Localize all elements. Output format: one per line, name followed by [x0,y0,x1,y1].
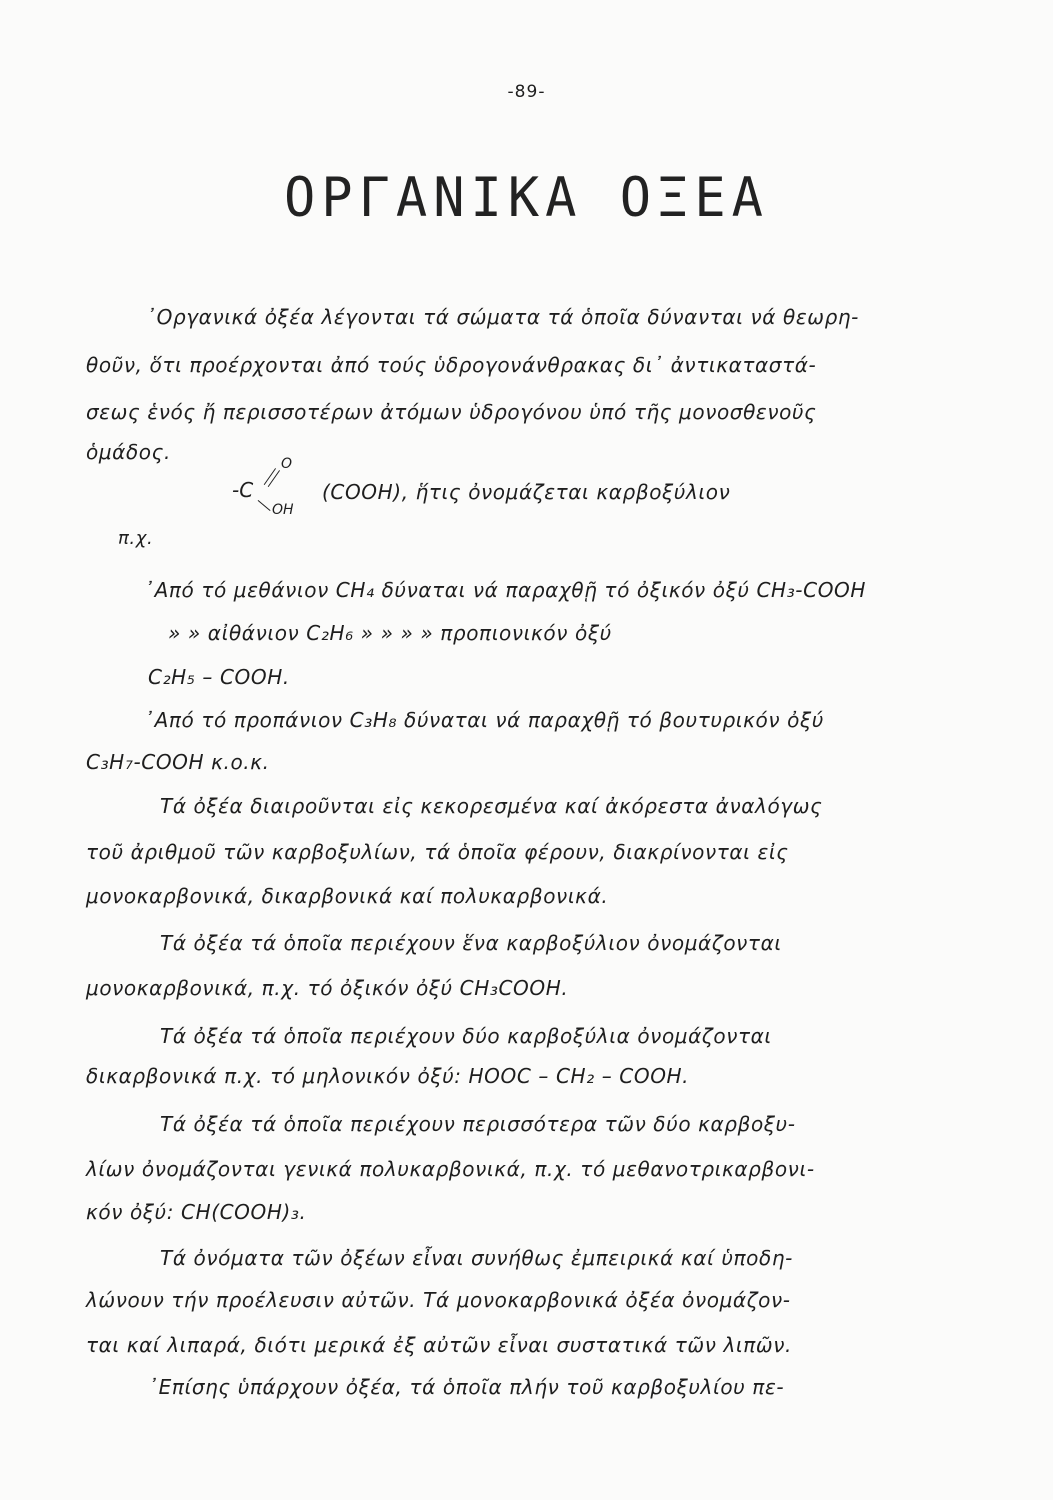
formula-hydroxyl: OH [272,502,294,518]
text-line: Τά ὀξέα τά ὁποῖα περιέχουν ἕνα καρβοξύλιον ὀνομάζονται [160,931,782,955]
formula-oxygen: O [281,456,293,472]
double-bond-line [268,470,281,487]
text-line: ᾿Οργανικά ὀξέα λέγονται τά σώματα τά ὁποῖα δύνανται νά θεωρη- [146,305,859,329]
formula-carbon: -C [232,478,254,502]
text-line: σεως ἑνός ἤ περισσοτέρων ἀτόμων ὑδρογόνου ὑπό τῆς μονοσθενοῦς [86,400,817,424]
text-line: μονοκαρβονικά, π.χ. τό ὀξικόν ὀξύ CH₃COOH. [86,976,569,1000]
text-line: C₂H₅ – COOH. [148,665,290,689]
text-line: δικαρβονικά π.χ. τό μηλονικόν ὀξύ: HOOC – CH₂ – COOH. [86,1064,690,1088]
text-line: ᾿Από τό μεθάνιον CH₄ δύναται νά παραχθῇ τό ὀξικόν ὀξύ CH₃-COOH [144,578,867,602]
text-line: μονοκαρβονικά, δικαρβονικά καί πολυκαρβονικά. [86,884,609,908]
text-line: Τά ὀξέα διαιροῦνται εἰς κεκορεσμένα καί ἀκόρεστα ἀναλόγως [160,794,823,818]
text-line: ᾿Από τό προπάνιον C₃H₈ δύναται νά παραχθῇ τό βουτυρικόν ὀξύ [144,708,824,732]
text-line: π.χ. [118,528,154,549]
page-title: ΟΡΓΑΝΙΚΑ ΟΞΕΑ [284,166,769,230]
text-line: λίων ὀνομάζονται γενικά πολυκαρβονικά, π.χ. τό μεθανοτρικαρβονι- [86,1157,815,1181]
text-line: ᾿Επίσης ὑπάρχουν ὀξέα, τά ὁποῖα πλήν τοῦ καρβοξυλίου πε- [148,1375,785,1399]
single-bond-line [257,500,270,511]
text-line: τοῦ ἀριθμοῦ τῶν καρβοξυλίων, τά ὁποῖα φέρουν, διακρίνονται εἰς [86,840,789,864]
text-line: ται καί λιπαρά, διότι μερικά ἐξ αὐτῶν εἶναι συστατικά τῶν λιπῶν. [86,1333,792,1357]
text-line: θοῦν, ὅτι προέρχονται ἀπό τούς ὑδρογονάνθρακας δι᾿ ἀντικαταστά- [86,353,817,377]
text-line: Τά ὀξέα τά ὁποῖα περιέχουν δύο καρβοξύλια ὀνομάζονται [160,1024,772,1048]
text-line: C₃H₇-COOH κ.ο.κ. [86,750,270,774]
text-line: κόν ὀξύ: CH(COOH)₃. [86,1200,307,1224]
text-line: (COOH), ἥτις ὀνομάζεται καρβοξύλιον [322,480,731,504]
text-line: Τά ὀνόματα τῶν ὀξέων εἶναι συνήθως ἐμπειρικά καί ὑποδη- [160,1246,793,1270]
page-number: -89- [507,82,546,102]
text-line: λώνουν τήν προέλευσιν αὐτῶν. Τά μονοκαρβονικά ὀξέα ὀνομάζον- [86,1288,791,1312]
text-line: ὁμάδος. [86,440,171,464]
text-line: Τά ὀξέα τά ὁποῖα περιέχουν περισσότερα τῶν δύο καρβοξυ- [160,1112,796,1136]
text-line: » » αἰθάνιον C₂H₆ » » » » προπιονικόν ὀξύ [168,621,612,645]
